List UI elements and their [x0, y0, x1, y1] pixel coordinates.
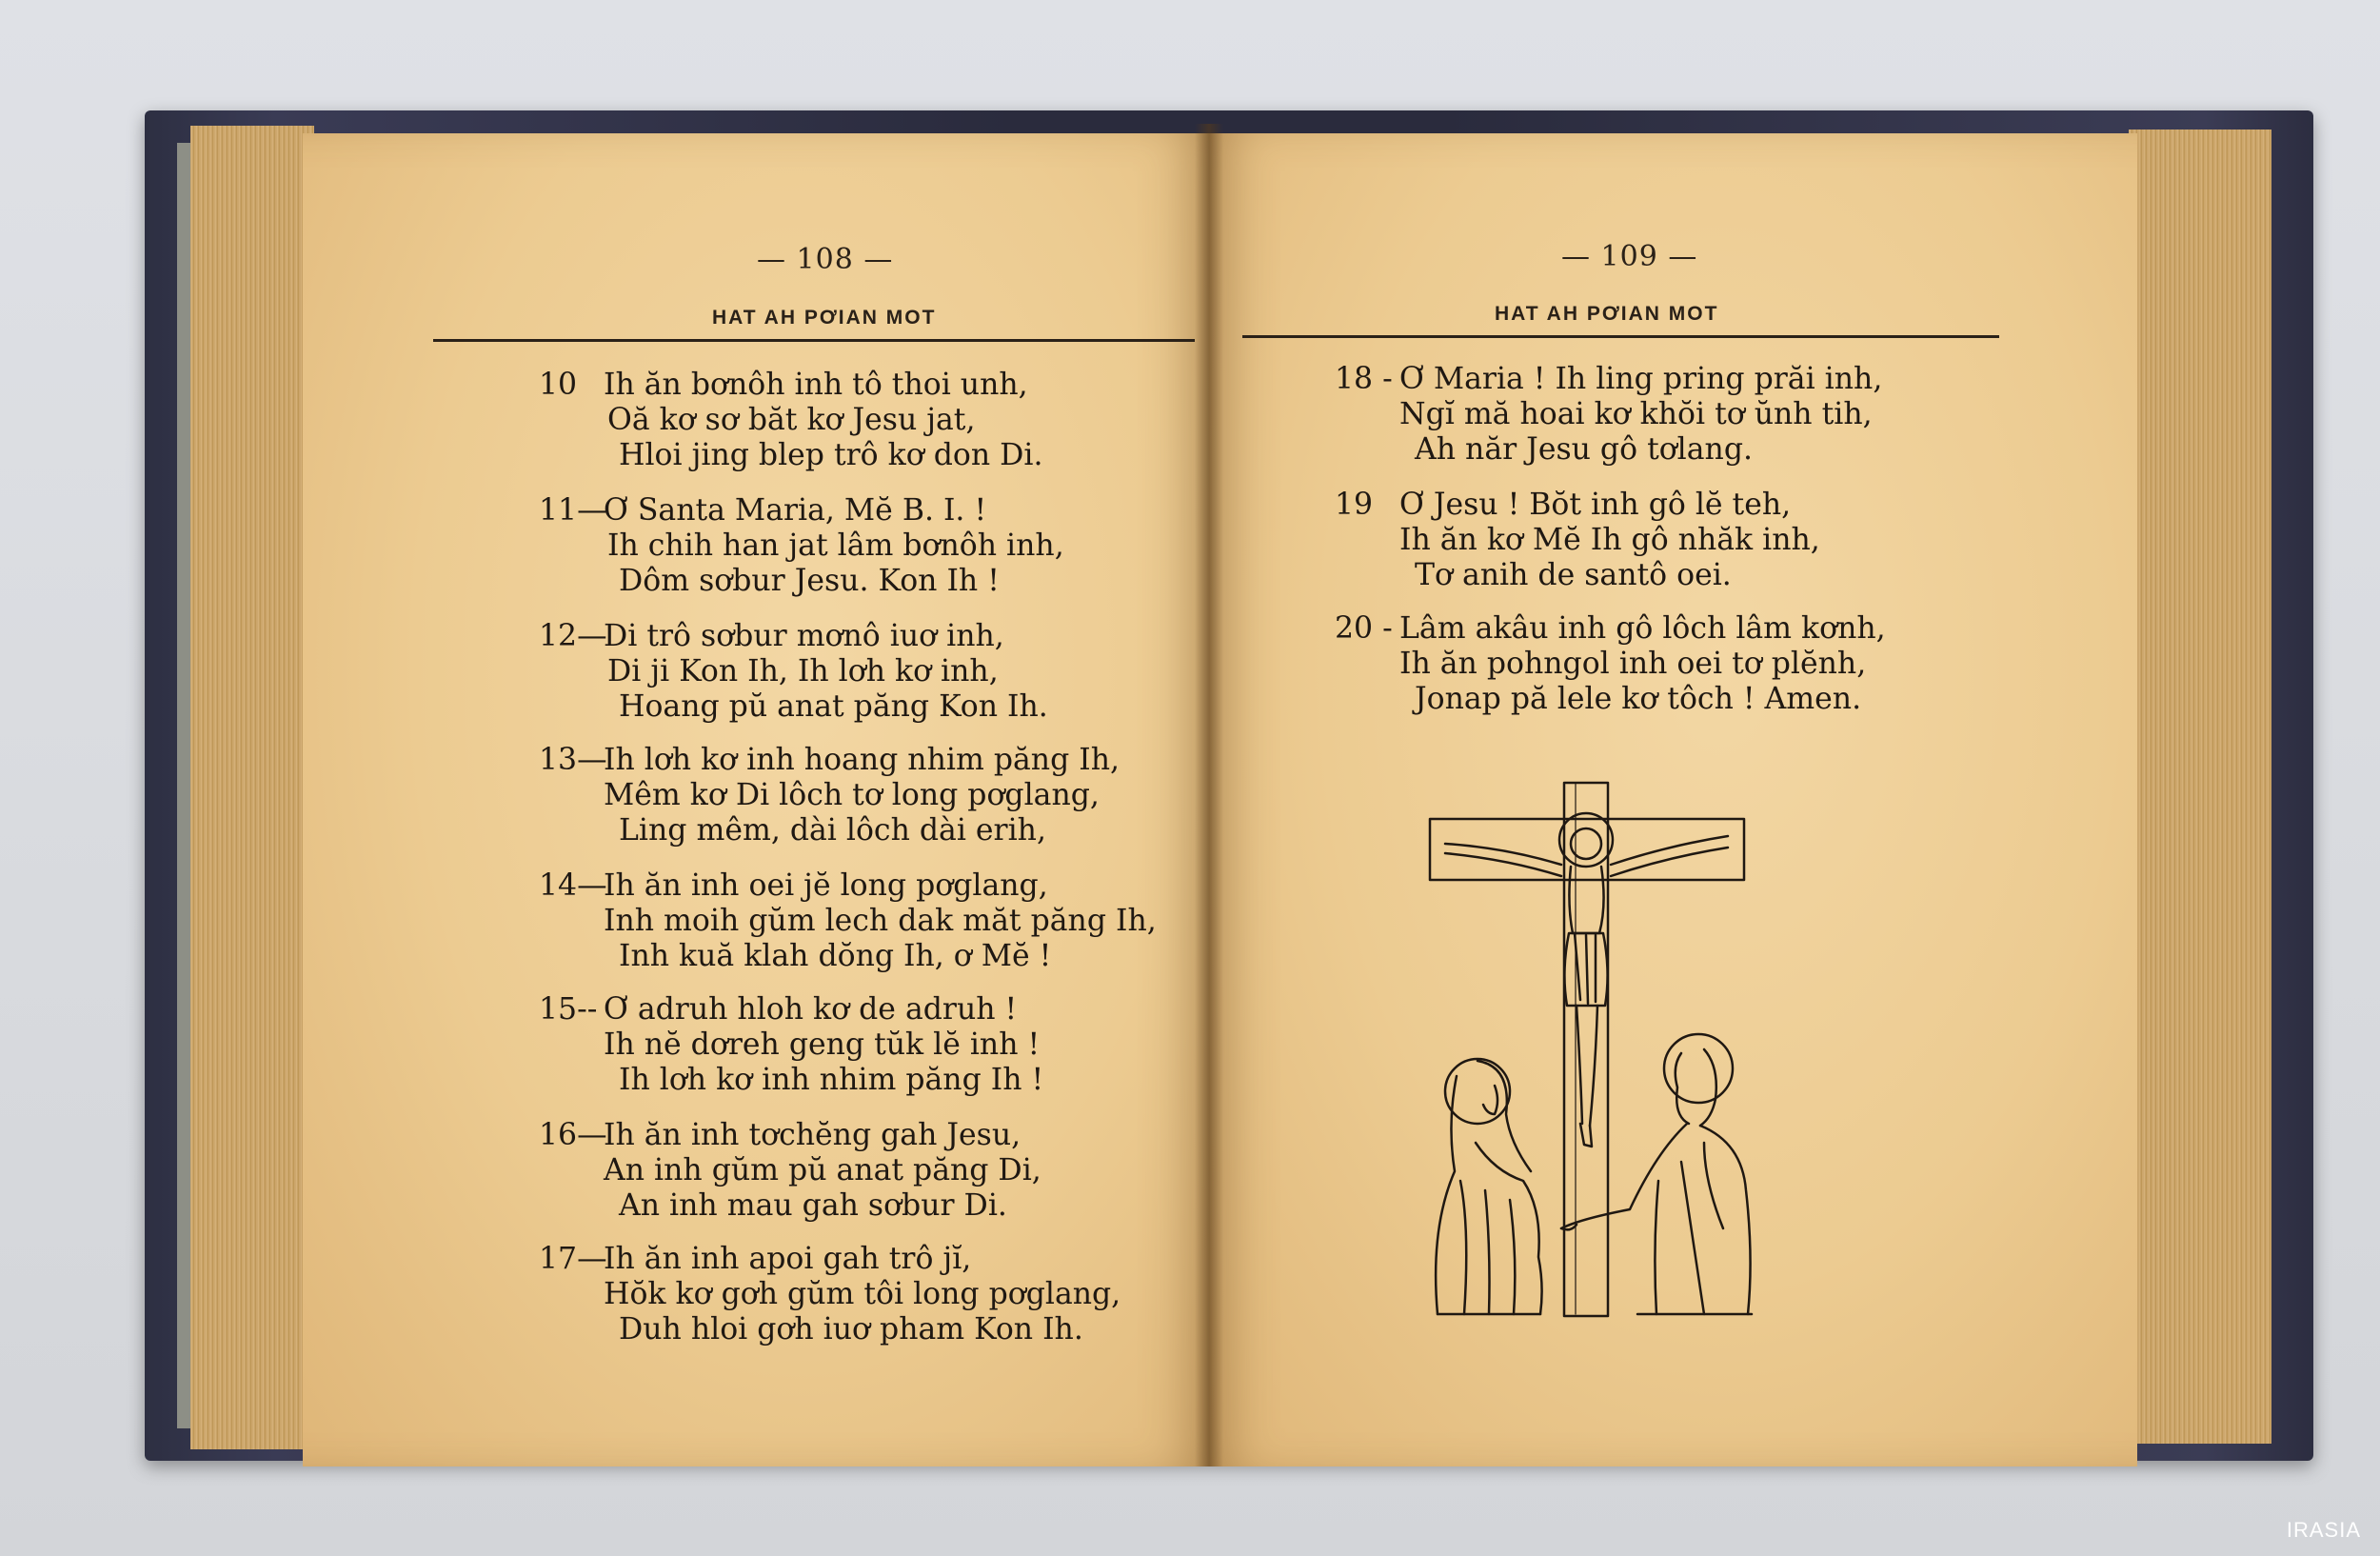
stanza-line: Dôm sơbur Jesu. Kon Ih ! [619, 564, 1000, 598]
right-page-header: HAT AH PƠIAN MOT [1495, 303, 1719, 325]
stanza-line: Ơ Maria ! Ih ling pring prăi inh, [1399, 362, 1883, 396]
stanza-number: 13— [539, 743, 607, 777]
stanza-number: 20 - [1335, 611, 1393, 646]
stanza [539, 619, 1048, 725]
stanza-number: 12— [539, 619, 607, 653]
left-header-rule [433, 339, 1195, 342]
mary-figure [1436, 1059, 1541, 1314]
stanza-line: Hloi jing blep trô kơ don Di. [619, 438, 1043, 472]
stanza-line: Ih ăn pohngol inh oei tơ plĕnh, [1399, 647, 1867, 681]
stanza-number: 14— [539, 868, 607, 903]
stanza-line: Di ji Kon Ih, Ih lơh kơ inh, [607, 654, 999, 688]
stanza-number: 17— [539, 1242, 607, 1276]
stanza [539, 992, 1043, 1098]
stanza-line: An inh mau gah sơbur Di. [619, 1188, 1007, 1223]
stanza-line: Ih chih han jat lâm bơnôh inh, [607, 529, 1064, 563]
left-page-number: — 108 — [757, 243, 894, 276]
stanza-line: Ih ăn inh apoi gah trô jĭ, [604, 1242, 972, 1276]
stanza [539, 493, 1064, 599]
stanza-line: Hŏk kơ gơh gŭm tôi long pơglang, [604, 1277, 1121, 1311]
stanza-line: An inh gŭm pŭ anat păng Di, [604, 1153, 1041, 1187]
stanza-line: Lâm akâu inh gô lôch lâm kơnh, [1399, 611, 1886, 646]
stanza-number: 10 [539, 368, 578, 402]
stanza [539, 1118, 1041, 1224]
stanza-line: Ling mêm, dài lôch dài erih, [619, 813, 1046, 848]
stanza-line: Hoang pŭ anat păng Kon Ih. [619, 689, 1048, 724]
crucifixion-illustration [1418, 781, 1799, 1324]
stanza-line: Ih nĕ dơreh geng tŭk lĕ inh ! [604, 1027, 1041, 1062]
stanza-line: Tơ anih de santô oei. [1415, 558, 1732, 592]
stanza-number: 11— [539, 493, 607, 528]
page-edges-left [190, 126, 314, 1449]
right-page-number: — 109 — [1561, 240, 1698, 273]
stanza-line: Ah năr Jesu gô tơlang. [1415, 432, 1754, 467]
stanza-line: Inh moih gŭm lech dak măt păng Ih, [604, 904, 1157, 938]
stanza [1335, 362, 1882, 468]
stanza-number: 18 - [1335, 362, 1393, 396]
stanza-line: Ih ăn bơnôh inh tô thoi unh, [604, 368, 1028, 402]
stanza [539, 868, 1157, 974]
christ-figure [1445, 813, 1728, 1147]
stanza-line: Ngĭ mă hoai kơ khŏi tơ ŭnh tih, [1399, 397, 1873, 431]
book-gutter [1195, 124, 1223, 1466]
watermark: IRASIA [2286, 1518, 2361, 1542]
stanza-line: Oă kơ sơ băt kơ Jesu jat, [607, 403, 976, 437]
john-figure [1561, 1034, 1752, 1314]
stanza-line: Ơ Jesu ! Bŏt inh gô lĕ teh, [1399, 488, 1792, 522]
stanza-line: Ih lơh kơ inh hoang nhim păng Ih, [604, 743, 1120, 777]
stanza [539, 368, 1043, 473]
stanza-number: 19 [1335, 488, 1374, 522]
stanza [1335, 611, 1886, 717]
stanza-line: Ih lơh kơ inh nhim păng Ih ! [619, 1063, 1044, 1097]
stanza [1335, 488, 1820, 593]
stanza-line: Ih ăn inh oei jĕ long pơglang, [604, 868, 1048, 903]
stanza-line: Di trô sơbur mơnô iuơ inh, [604, 619, 1004, 653]
stanza [539, 743, 1120, 848]
right-header-rule [1242, 335, 1999, 338]
left-page-header: HAT AH PƠIAN MOT [712, 307, 937, 329]
stanza-number: 15-- [539, 992, 598, 1027]
stanza [539, 1242, 1121, 1347]
stanza-line: Ih ăn inh tơchĕng gah Jesu, [604, 1118, 1021, 1152]
stanza-line: Ih ăn kơ Mĕ Ih gô nhăk inh, [1399, 523, 1820, 557]
page-edges-right [2129, 130, 2271, 1444]
stanza-line: Jonap pă lele kơ tôch ! Amen. [1415, 682, 1862, 716]
stanza-line: Ơ Santa Maria, Mĕ B. I. ! [604, 493, 987, 528]
stanza-line: Inh kuă klah dŏng Ih, ơ Mĕ ! [619, 939, 1052, 973]
stanza-number: 16— [539, 1118, 607, 1152]
cross-icon [1430, 783, 1744, 1316]
stanza-line: Mêm kơ Di lôch tơ long pơglang, [604, 778, 1100, 812]
stanza-line: Ơ adruh hloh kơ de adruh ! [604, 992, 1018, 1027]
stanza-line: Duh hloi gơh iuơ pham Kon Ih. [619, 1312, 1083, 1347]
